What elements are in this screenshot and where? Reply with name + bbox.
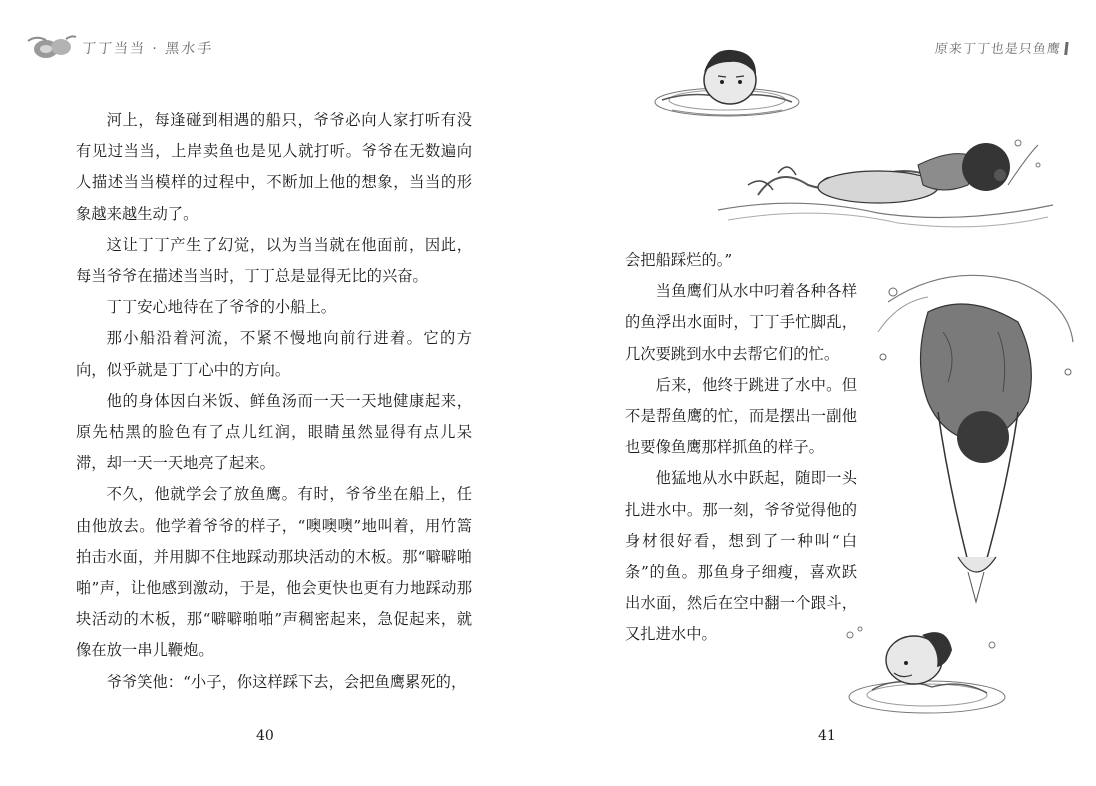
paragraph: 他猛地从水中跃起，随即一头扎进水中。那一刻，爷爷觉得他的身材很好看，想到了一种叫“白条”的鱼。那鱼身子细瘦，喜欢跃出水面，然后在空中翻一个跟斗，又扎进水中。: [625, 469, 857, 644]
paragraph: 这让丁丁产生了幻觉，以为当当就在他面前，因此，每当爷爷在描述当当时，丁丁总是显得无比的兴奋。: [76, 235, 472, 286]
boy-swimming-illustration: [718, 125, 1053, 235]
paragraph: 那小船沿着河流，不紧不慢地向前行进着。它的方向，似乎就是丁丁心中的方向。: [76, 329, 472, 379]
paragraph: 爷爷笑他：“小子，你这样踩下去，会把鱼鹰累死的，: [106, 672, 467, 691]
right-page-text: [625, 245, 857, 651]
gourd-logo-icon: [26, 33, 78, 63]
page-number-right: 41: [818, 728, 836, 744]
boy-surfacing-illustration: [842, 605, 1007, 720]
header-bar-icon: [1064, 42, 1068, 55]
paragraph: 丁丁安心地待在了爷爷的小船上。: [106, 298, 337, 317]
boy-diving-illustration: [868, 262, 1083, 607]
boy-head-in-water-illustration: [652, 40, 802, 120]
chapter-title: 原来丁丁也是只鱼鹰: [933, 42, 1062, 57]
paragraph: 他的身体因白米饭、鲜鱼汤而一天一天地健康起来，原先枯黑的脸色有了点儿红润，眼睛虽然显得有点儿呆滞，却一天一天地亮了起来。: [76, 391, 472, 473]
series-title: 丁丁当当 · 黑水手: [81, 41, 215, 57]
paragraph: 会把船踩烂的。”: [625, 251, 733, 269]
paragraph: 当鱼鹰们从水中叼着各种各样的鱼浮出水面时，丁丁手忙脚乱，几次要跳到水中去帮它们的忙。: [625, 282, 857, 363]
right-running-header: [934, 38, 1069, 57]
left-page-text: [76, 105, 472, 698]
page-number-left: 40: [256, 728, 274, 744]
paragraph: 后来，他终于跳进了水中。但不是帮鱼鹰的忙，而是摆出一副他也要像鱼鹰那样抓鱼的样子。: [625, 375, 857, 457]
paragraph: 河上，每逢碰到相遇的船只，爷爷必向人家打听有没有见过当当，上岸卖鱼也是见人就打听。爷爷在无数遍向人描述当当模样的过程中，不断加上他的想象，当当的形象越来越生动了。: [76, 111, 472, 223]
left-running-header: [26, 30, 213, 66]
paragraph: 不久，他就学会了放鱼鹰。有时，爷爷坐在船上，任由他放去。他学着爷爷的样子，“噢噢噢”地叫着，用竹篙拍击水面，并用脚不住地踩动那块活动的木板。那“噼噼啪啪”声，让他感到激动，于是，他会更快也更有力地踩动那块活动的木板，那“噼噼啪啪”声稠密起来，急促起来，就像在放一串儿鞭炮。: [76, 485, 472, 660]
